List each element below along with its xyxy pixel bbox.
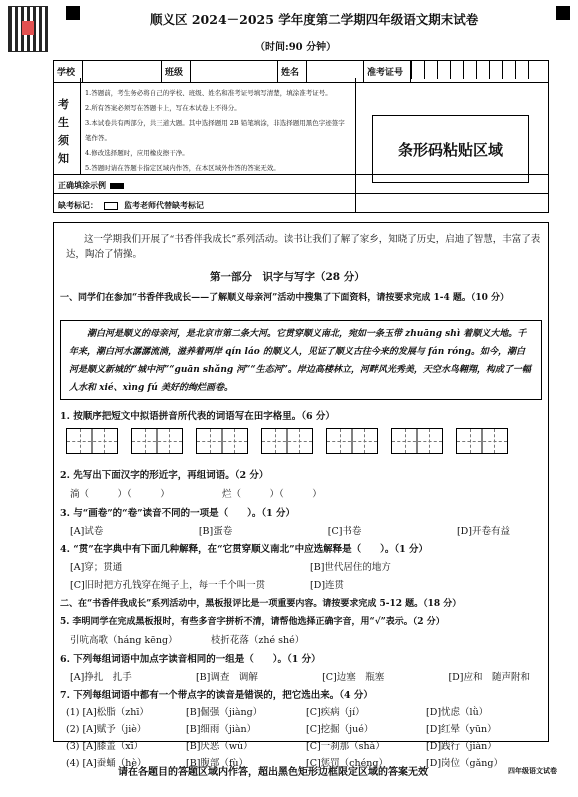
q1-text: 1. 按顺序把短文中拟语拼音所代表的词语写在田字格里。（6 分） (60, 411, 335, 422)
option-c[interactable]: [C]边塞 瓶塞 (322, 672, 385, 683)
alignment-mark-right (556, 6, 570, 20)
barcode-area: 条形码粘贴区域 (372, 115, 529, 183)
part1-title: 第一部分 识字与写字（28 分） (210, 271, 365, 283)
intro-text: 这一学期我们开展了“书香伴我成长”系列活动。读书让我们了解了家乡，知晓了历史，启迪了智慧，丰富了表达，陶冶了情操。 (66, 234, 541, 260)
section2-heading: 二、在“书香伴我成长”系列活动中，黑板报评比是一项重要内容。请按要求完成 5-12 题。（18 分） (60, 599, 462, 609)
absent-checkbox[interactable] (104, 202, 118, 210)
tianzige-cell[interactable] (131, 428, 183, 454)
option-b[interactable]: [B]调查 调解 (195, 672, 258, 683)
tianzige-cell[interactable] (66, 428, 118, 454)
notes-rule-2 (53, 193, 549, 194)
option-b[interactable]: [B]世代居住的地方 (310, 562, 391, 573)
passage: 潮白河是顺义的母亲河，是北京市第二条大河。它贯穿顺义南北，宛如一条玉带 zhuāng shì 着顺义大地。千年来，潮白河水潺潺流淌，滋养着两岸 qín láo 的顺义人，见证了顺义古往今来的发展与 fán róng。如今，潮白河是顺义新城的“城中河”“guān shǎng 河”“生态河”。岸边高楼林立，河畔风光秀美，天空水鸟翱翔，构成了一幅人水和 xié、xìng fú 美好的绚烂画卷。 (60, 320, 542, 400)
option-b[interactable]: [B]细雨（jiàn） (186, 724, 257, 735)
name-label: 姓名 (278, 61, 307, 83)
option-b[interactable]: [B]倔强（jiàng） (186, 707, 263, 718)
q2-line: 淌（ ）（ ） 烂（ ）（ ） (70, 489, 322, 500)
filled-box-icon (110, 183, 124, 189)
notes-list (85, 86, 350, 176)
notes-divider (80, 78, 81, 174)
absent-mark (58, 200, 204, 211)
q7-row (66, 738, 536, 755)
class-label: 班级 (162, 61, 191, 83)
absent-label: 缺考标记： (58, 200, 98, 210)
option-d[interactable]: [D]应和 随声附和 (448, 672, 530, 683)
q3-options (70, 523, 510, 537)
footer-page-label: 四年级语文试卷 (508, 766, 557, 775)
option-a[interactable]: [A]试卷 (70, 526, 104, 537)
option-d[interactable]: [D]红晕（yūn） (426, 724, 497, 735)
tianzige-cell[interactable] (391, 428, 443, 454)
q7-row (66, 704, 536, 721)
option-a[interactable]: (3) [A]膝盖（xī） (66, 741, 144, 752)
tianzige-cell[interactable] (456, 428, 508, 454)
q5-text: 5. 李明同学在完成黑板报时，有些多音字拼析不清，请帮他选择正确字音，用“√”表示。（2 分） (60, 617, 445, 627)
q7-options (66, 704, 536, 772)
q6-options (70, 669, 530, 683)
q7-row (66, 721, 536, 738)
option-a[interactable]: [A]挣扎 扎手 (70, 672, 132, 683)
option-c[interactable]: [C]疾病（jí） (306, 707, 365, 718)
note-item: 4.修改选择题时，应用橡皮擦干净。 (85, 149, 189, 157)
option-c[interactable]: [C]挖掘（jué） (306, 724, 374, 735)
exam-no-label: 准考证号 (364, 61, 411, 83)
barcode-divider (355, 78, 356, 213)
note-item: 5.答题时请在答题卡指定区域内作答，在本区域外作答的答案无效。 (85, 164, 280, 172)
section1-heading: 一、同学们在参加“书香伴我成长——了解顺义母亲河”活动中搜集了下面资料，请按要求完成 1-4 题。（10 分） (60, 293, 510, 303)
exam-title: 顺义区 2024－2025 学年度第二学期四年级语文期末试卷 (150, 12, 479, 27)
option-a[interactable]: (1) [A]松脂（zhī） (66, 707, 149, 718)
exam-time: （时间:90 分钟） (255, 42, 337, 53)
option-a[interactable]: (4) [A]蚕蛹（hè） (66, 758, 147, 769)
fill-sample-label: 正确填涂示例 (58, 180, 106, 190)
tianzige-row[interactable] (66, 428, 521, 458)
option-d[interactable]: [D]岗位（gǎng） (426, 758, 503, 769)
note-item: 1.答题前，考生务必将自己的学校、班级、姓名和准考证号填写清楚，填涂准考证号。 (85, 89, 332, 97)
notes-label: 考生须知 (58, 98, 69, 165)
option-a[interactable]: [A]穿；贯通 (70, 562, 123, 573)
option-d[interactable]: [D]忧虑（lǜ） (426, 707, 489, 718)
fill-sample (58, 180, 124, 191)
option-b[interactable]: [B]厌恶（wù） (186, 741, 253, 752)
q4-text: 4. “贯”在字典中有下面几种解释，在“它贯穿顺义南北”中应选解释是（ ）。（1 分） (60, 544, 429, 555)
q2-text: 2. 先写出下面汉字的形近字，再组词语。（2 分） (60, 470, 269, 481)
qr-code (8, 6, 48, 52)
option-a[interactable]: (2) [A]赋予（jiè） (66, 724, 147, 735)
school-label: 学校 (54, 61, 83, 83)
note-item: 3.本试卷共有两部分，共三道大题。其中选择题用 2B 铅笔填涂，非选择题用黑色字迹签字笔作答。 (85, 119, 345, 142)
option-b[interactable]: [B]腹部（fù） (186, 758, 249, 769)
tianzige-cell[interactable] (196, 428, 248, 454)
option-b[interactable]: [B]蛋卷 (198, 526, 233, 537)
q7-text: 7. 下列每组词语中都有一个带点字的读音是错误的，把它选出来。（4 分） (60, 690, 373, 701)
q6-text: 6. 下列每组词语中加点字读音相同的一组是（ ）。（1 分） (60, 654, 321, 665)
option-c[interactable]: [C]旧时把方孔钱穿在绳子上，每一千个叫一贯 (70, 580, 266, 591)
option-c[interactable]: [C]惩罚（chéng） (306, 758, 388, 769)
option-d[interactable]: [D]开卷有益 (456, 526, 510, 537)
option-d[interactable]: [D]连贯 (310, 580, 345, 591)
alignment-mark-left (66, 6, 80, 20)
tianzige-cell[interactable] (326, 428, 378, 454)
absent-note: 监考老师代替缺考标记 (124, 200, 204, 210)
tianzige-cell[interactable] (261, 428, 313, 454)
option-c[interactable]: [C]一刹那（shà） (306, 741, 385, 752)
q5-line: 引吭高歌（háng kēng） 枝折花落（zhé shé） (70, 635, 305, 646)
option-c[interactable]: [C]书卷 (327, 526, 362, 537)
option-d[interactable]: [D]践行（jiàn） (426, 741, 497, 752)
note-item: 2.所有答案必须写在答题卡上，写在本试卷上不得分。 (85, 104, 241, 112)
q3-text: 3. 与“画卷”的“卷”读音不同的一项是（ ）。（1 分） (60, 508, 296, 519)
footer-notice: 请在各题目的答题区域内作答，超出黑色矩形边框限定区域的答案无效 (118, 767, 428, 778)
